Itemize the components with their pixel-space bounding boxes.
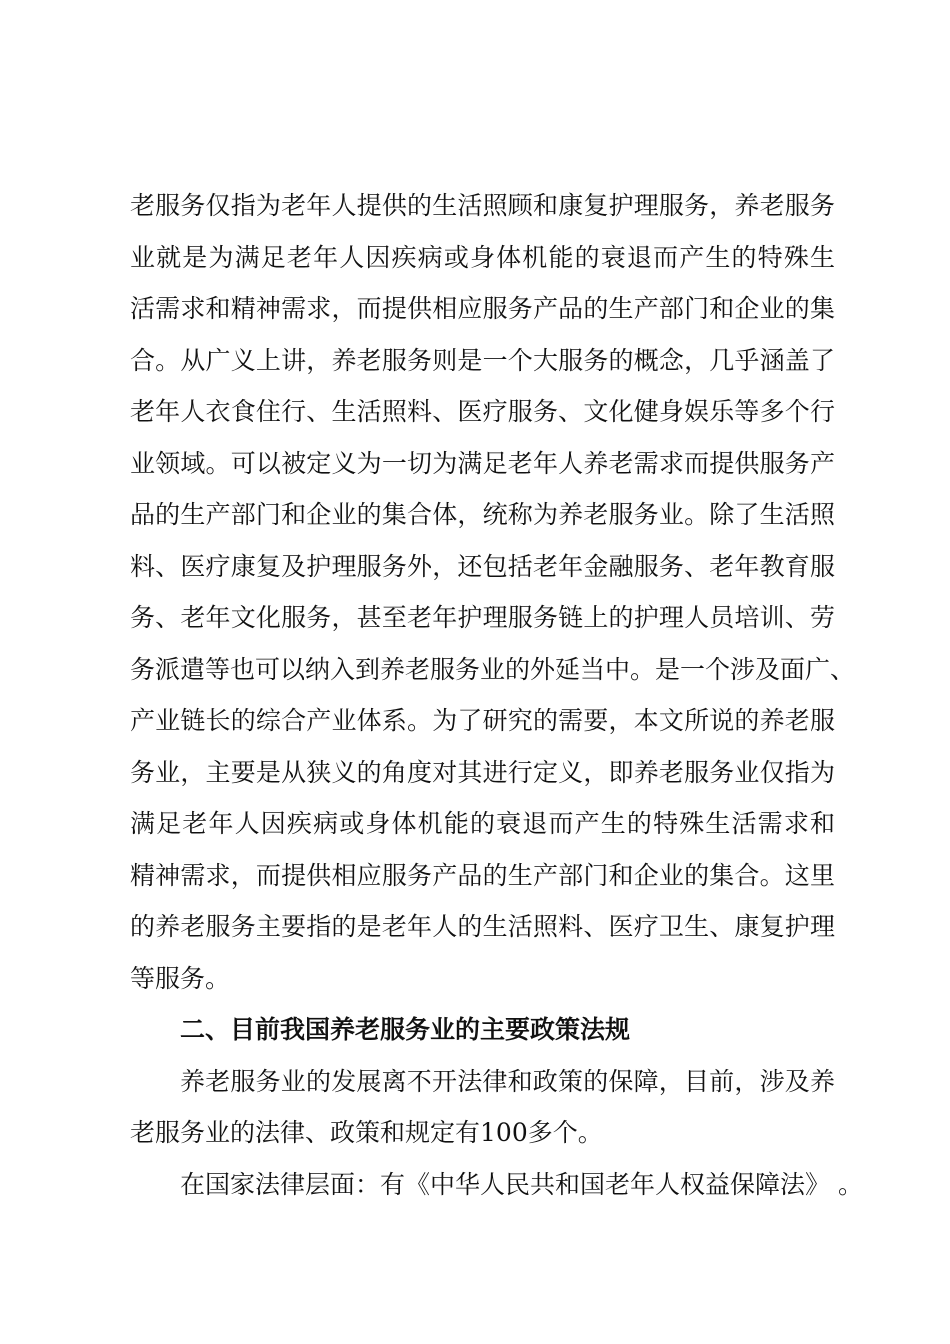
body-line: 料、医疗康复及护理服务外，还包括老年金融服务、老年教育服 xyxy=(130,551,835,581)
body-line: 养老服务业的发展离不开法律和政策的保障，目前，涉及养 xyxy=(180,1066,835,1096)
body-line: 老服务仅指为老年人提供的生活照顾和康复护理服务，养老服务 xyxy=(130,191,835,220)
body-line: 务、老年文化服务，甚至老年护理服务链上的护理人员培训、劳 xyxy=(130,603,835,632)
body-line: 在国家法律层面：有《中华人民共和国老年人权益保障法》 。 xyxy=(180,1169,863,1199)
body-line: 活需求和精神需求，而提供相应服务产品的生产部门和企业的集 xyxy=(130,294,835,323)
section-heading: 二、目前我国养老服务业的主要政策法规 xyxy=(180,1015,631,1044)
body-line: 务业，主要是从狭义的角度对其进行定义，即养老服务业仅指为 xyxy=(130,757,835,787)
body-line: 务派遣等也可以纳入到养老服务业的外延当中。是一个涉及面广、 xyxy=(130,654,856,684)
body-line: 老年人衣食住行、生活照料、医疗服务、文化健身娱乐等多个行 xyxy=(130,397,835,426)
body-line: 产业链长的综合产业体系。为了研究的需要，本文所说的养老服 xyxy=(130,706,835,735)
body-line: 业就是为满足老年人因疾病或身体机能的衰退而产生的特殊生 xyxy=(130,242,835,272)
body-line: 老服务业的法律、政策和规定有100多个。 xyxy=(130,1118,603,1147)
body-line: 满足老年人因疾病或身体机能的衰退而产生的特殊生活需求和 xyxy=(130,809,835,838)
body-line: 品的生产部门和企业的集合体，统称为养老服务业。除了生活照 xyxy=(130,500,835,529)
body-line: 合。从广义上讲，养老服务则是一个大服务的概念，几乎涵盖了 xyxy=(130,345,835,375)
body-line: 的养老服务主要指的是老年人的生活照料、医疗卫生、康复护理 xyxy=(130,912,835,941)
body-line: 精神需求，而提供相应服务产品的生产部门和企业的集合。这里 xyxy=(130,860,835,890)
body-line: 等服务。 xyxy=(130,963,231,993)
document-body xyxy=(130,180,863,1210)
body-line: 业领域。可以被定义为一切为满足老年人养老需求而提供服务产 xyxy=(130,448,835,478)
